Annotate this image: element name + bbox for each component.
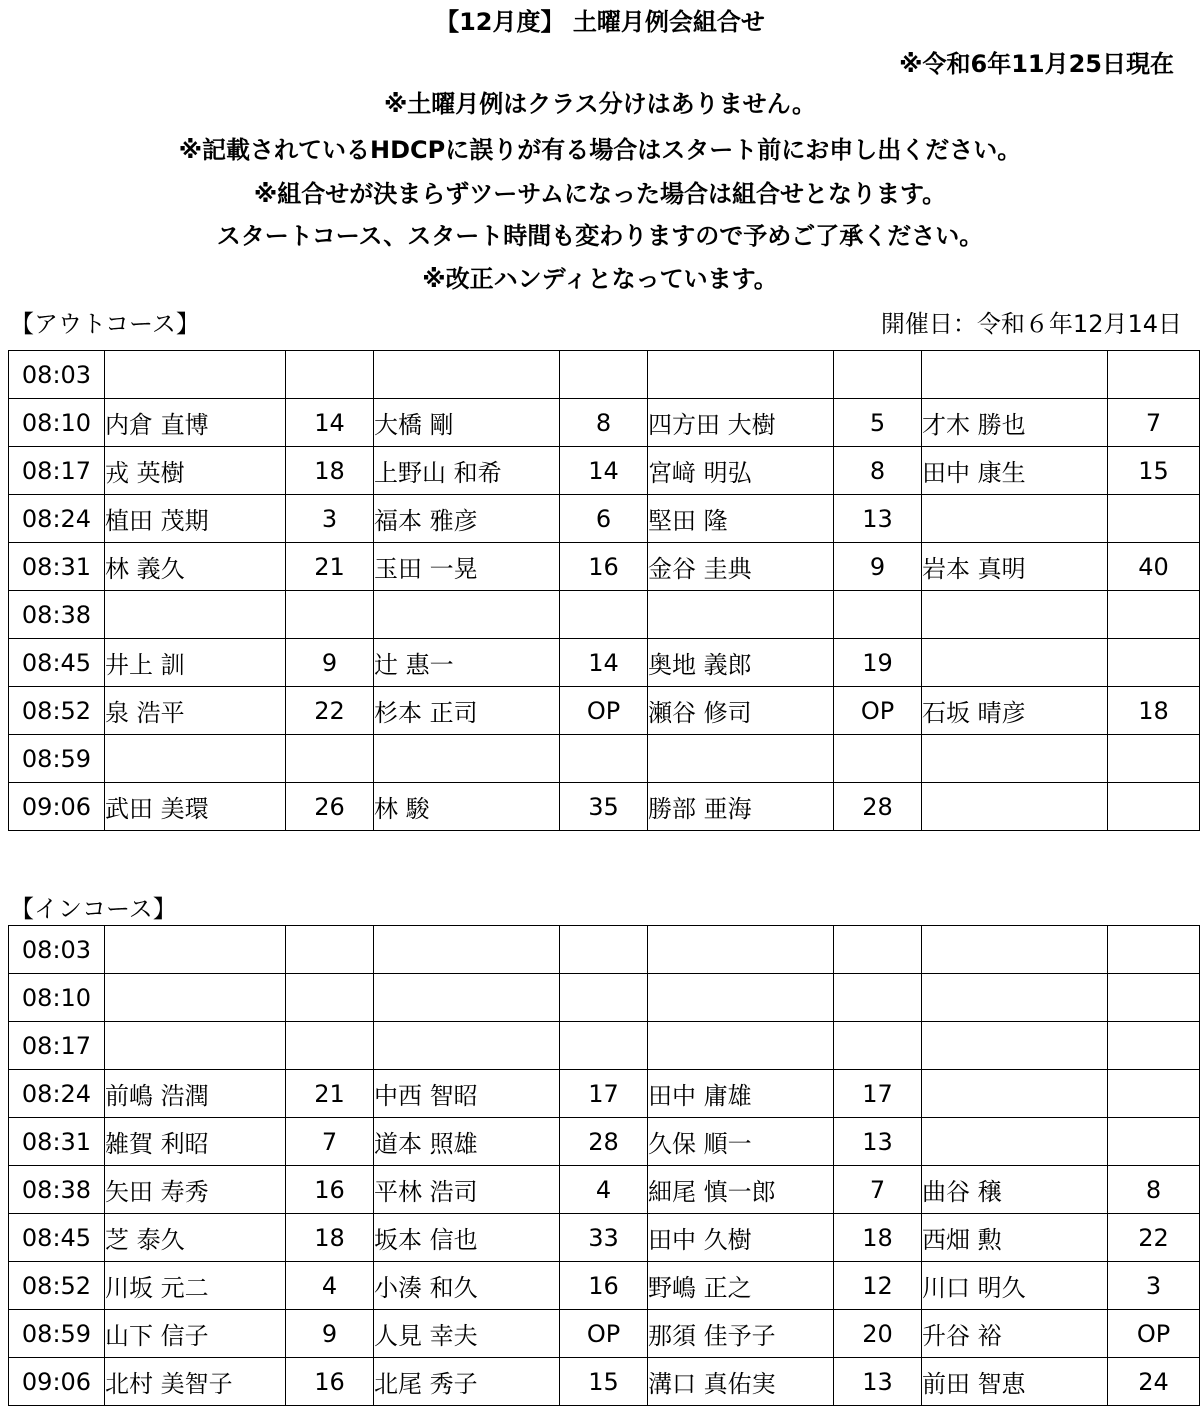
player-hdcp	[1108, 735, 1200, 783]
player-name	[922, 735, 1108, 783]
tee-time-row	[9, 639, 1200, 687]
player-hdcp	[1108, 783, 1200, 831]
player-hdcp	[834, 1022, 922, 1070]
player-hdcp: 13	[834, 1358, 922, 1406]
tee-time: 08:52	[9, 687, 105, 735]
player-hdcp: 18	[286, 447, 374, 495]
player-name	[922, 1118, 1108, 1166]
player-name	[922, 639, 1108, 687]
player-hdcp	[286, 591, 374, 639]
tee-time: 09:06	[9, 783, 105, 831]
tee-time-row	[9, 591, 1200, 639]
player-hdcp: 14	[560, 639, 648, 687]
player-name	[648, 926, 834, 974]
player-name	[374, 1022, 560, 1070]
tee-time: 08:10	[9, 399, 105, 447]
tee-time: 08:24	[9, 1070, 105, 1118]
player-hdcp: 12	[834, 1262, 922, 1310]
player-name: 野嶋 正之	[648, 1262, 834, 1310]
tee-time: 08:17	[9, 447, 105, 495]
player-name	[922, 351, 1108, 399]
player-name	[648, 974, 834, 1022]
player-hdcp: OP	[560, 1310, 648, 1358]
player-name: 升谷 裕	[922, 1310, 1108, 1358]
player-name	[922, 783, 1108, 831]
player-hdcp: 7	[286, 1118, 374, 1166]
player-name	[922, 591, 1108, 639]
tee-time: 08:17	[9, 1022, 105, 1070]
player-name	[105, 974, 286, 1022]
player-hdcp: 13	[834, 1118, 922, 1166]
tee-time-row	[9, 495, 1200, 543]
player-hdcp: 21	[286, 1070, 374, 1118]
player-hdcp	[560, 591, 648, 639]
player-name: 前嶋 浩潤	[105, 1070, 286, 1118]
player-name	[648, 735, 834, 783]
tee-time-row	[9, 1118, 1200, 1166]
note-hdcp: ※記載されているHDCPに誤りが有る場合はスタート前にお申し出ください。	[178, 136, 1022, 164]
player-name	[374, 926, 560, 974]
note-start-change: スタートコース、スタート時間も変わりますので予めご了承ください。	[216, 222, 984, 250]
player-hdcp: 22	[286, 687, 374, 735]
player-hdcp: 15	[1108, 447, 1200, 495]
player-hdcp	[286, 1022, 374, 1070]
player-hdcp: 17	[560, 1070, 648, 1118]
player-name	[105, 1022, 286, 1070]
tee-time: 08:38	[9, 591, 105, 639]
player-hdcp: 4	[286, 1262, 374, 1310]
player-hdcp	[286, 926, 374, 974]
tee-time-row	[9, 1310, 1200, 1358]
player-hdcp: OP	[560, 687, 648, 735]
player-hdcp: 20	[834, 1310, 922, 1358]
player-hdcp: 15	[560, 1358, 648, 1406]
player-name: 福本 雅彦	[374, 495, 560, 543]
tee-time-row	[9, 926, 1200, 974]
player-hdcp: 4	[560, 1166, 648, 1214]
player-name: 曲谷 穣	[922, 1166, 1108, 1214]
player-hdcp: 16	[286, 1358, 374, 1406]
player-hdcp	[560, 926, 648, 974]
note-twosome: ※組合せが決まらずツーサムになった場合は組合せとなります。	[253, 180, 947, 208]
player-name: 林 駿	[374, 783, 560, 831]
player-name	[922, 926, 1108, 974]
player-name: 勝部 亜海	[648, 783, 834, 831]
player-hdcp: 18	[834, 1214, 922, 1262]
player-name: 杉本 正司	[374, 687, 560, 735]
player-name: 矢田 寿秀	[105, 1166, 286, 1214]
tee-time: 08:45	[9, 639, 105, 687]
player-hdcp: OP	[834, 687, 922, 735]
tee-time: 08:38	[9, 1166, 105, 1214]
player-hdcp	[834, 926, 922, 974]
player-hdcp: 16	[560, 1262, 648, 1310]
player-hdcp: 18	[1108, 687, 1200, 735]
player-name: 小湊 和久	[374, 1262, 560, 1310]
player-name: 四方田 大樹	[648, 399, 834, 447]
player-name	[648, 591, 834, 639]
tee-time: 08:59	[9, 1310, 105, 1358]
player-name	[105, 591, 286, 639]
tee-time-row	[9, 1358, 1200, 1406]
player-hdcp	[286, 351, 374, 399]
player-name	[922, 495, 1108, 543]
tee-time: 08:31	[9, 543, 105, 591]
player-name: 西畑 勲	[922, 1214, 1108, 1262]
player-hdcp	[560, 351, 648, 399]
player-hdcp	[834, 974, 922, 1022]
tee-time-row	[9, 974, 1200, 1022]
player-name: 瀬谷 修司	[648, 687, 834, 735]
player-name: 北尾 秀子	[374, 1358, 560, 1406]
tee-time-row	[9, 1166, 1200, 1214]
tee-time: 08:24	[9, 495, 105, 543]
player-hdcp	[834, 735, 922, 783]
player-name	[374, 735, 560, 783]
tee-time-row	[9, 1262, 1200, 1310]
tee-time: 08:45	[9, 1214, 105, 1262]
player-hdcp: 9	[834, 543, 922, 591]
player-hdcp	[560, 974, 648, 1022]
player-name	[922, 974, 1108, 1022]
tee-time-row	[9, 1070, 1200, 1118]
player-hdcp: 28	[834, 783, 922, 831]
player-name: 林 義久	[105, 543, 286, 591]
tee-time: 09:06	[9, 1358, 105, 1406]
in-course-label: 【インコース】	[10, 895, 177, 923]
player-name: 那須 佳予子	[648, 1310, 834, 1358]
player-hdcp: 6	[560, 495, 648, 543]
player-hdcp: 22	[1108, 1214, 1200, 1262]
out-course-label: 【アウトコース】	[10, 310, 200, 338]
tee-time: 08:03	[9, 351, 105, 399]
player-hdcp: 3	[1108, 1262, 1200, 1310]
player-hdcp: 7	[834, 1166, 922, 1214]
player-hdcp: 26	[286, 783, 374, 831]
tee-time-row	[9, 687, 1200, 735]
player-hdcp: 19	[834, 639, 922, 687]
player-name: 泉 浩平	[105, 687, 286, 735]
tee-time-row	[9, 1214, 1200, 1262]
player-name: 武田 美環	[105, 783, 286, 831]
player-hdcp: 28	[560, 1118, 648, 1166]
tee-time-row	[9, 447, 1200, 495]
player-name: 金谷 圭典	[648, 543, 834, 591]
player-name: 玉田 一晃	[374, 543, 560, 591]
player-hdcp: 8	[560, 399, 648, 447]
player-hdcp	[1108, 351, 1200, 399]
player-hdcp: OP	[1108, 1310, 1200, 1358]
player-hdcp	[560, 735, 648, 783]
tee-time: 08:59	[9, 735, 105, 783]
player-name: 道本 照雄	[374, 1118, 560, 1166]
in-course-table	[8, 925, 1200, 1406]
player-name	[922, 1022, 1108, 1070]
player-hdcp: 33	[560, 1214, 648, 1262]
player-hdcp	[1108, 495, 1200, 543]
out-course-table	[8, 350, 1200, 831]
tee-time-row	[9, 543, 1200, 591]
player-name: 才木 勝也	[922, 399, 1108, 447]
player-hdcp	[1108, 1070, 1200, 1118]
player-name: 川坂 元二	[105, 1262, 286, 1310]
player-hdcp: 24	[1108, 1358, 1200, 1406]
player-hdcp: 8	[834, 447, 922, 495]
player-name	[374, 351, 560, 399]
tee-time-row	[9, 735, 1200, 783]
player-hdcp	[1108, 1118, 1200, 1166]
player-name: 上野山 和希	[374, 447, 560, 495]
player-name: 北村 美智子	[105, 1358, 286, 1406]
page-title: 【12月度】 土曜月例会組合せ	[435, 8, 765, 36]
player-name: 中西 智昭	[374, 1070, 560, 1118]
player-hdcp	[1108, 1022, 1200, 1070]
player-name	[105, 735, 286, 783]
player-name: 田中 庸雄	[648, 1070, 834, 1118]
player-name: 細尾 慎一郎	[648, 1166, 834, 1214]
player-name: 芝 泰久	[105, 1214, 286, 1262]
player-name: 植田 茂期	[105, 495, 286, 543]
player-hdcp: 35	[560, 783, 648, 831]
player-name: 溝口 真佑実	[648, 1358, 834, 1406]
player-name: 久保 順一	[648, 1118, 834, 1166]
player-name	[374, 591, 560, 639]
player-hdcp	[1108, 974, 1200, 1022]
player-name: 内倉 直博	[105, 399, 286, 447]
player-hdcp: 21	[286, 543, 374, 591]
as-of-date: ※令和6年11月25日現在	[899, 50, 1174, 78]
player-name: 岩本 真明	[922, 543, 1108, 591]
player-hdcp: 14	[286, 399, 374, 447]
player-name: 田中 康生	[922, 447, 1108, 495]
player-name	[105, 926, 286, 974]
tee-time-row	[9, 783, 1200, 831]
player-hdcp	[286, 974, 374, 1022]
player-hdcp	[1108, 591, 1200, 639]
player-name	[105, 351, 286, 399]
tee-time-row	[9, 351, 1200, 399]
player-hdcp: 9	[286, 1310, 374, 1358]
player-hdcp: 3	[286, 495, 374, 543]
tee-time: 08:03	[9, 926, 105, 974]
player-name	[374, 974, 560, 1022]
player-hdcp	[834, 591, 922, 639]
note-no-class: ※土曜月例はクラス分けはありません。	[383, 90, 817, 118]
player-hdcp	[560, 1022, 648, 1070]
player-name	[648, 1022, 834, 1070]
player-hdcp: 40	[1108, 543, 1200, 591]
player-name: 石坂 晴彦	[922, 687, 1108, 735]
player-name: 川口 明久	[922, 1262, 1108, 1310]
player-name: 井上 訓	[105, 639, 286, 687]
player-name: 奥地 義郎	[648, 639, 834, 687]
held-date: 開催日：令和６年12月14日	[880, 310, 1182, 338]
player-hdcp	[834, 351, 922, 399]
player-hdcp: 16	[560, 543, 648, 591]
player-name	[648, 351, 834, 399]
player-hdcp	[286, 735, 374, 783]
player-hdcp: 16	[286, 1166, 374, 1214]
player-hdcp: 9	[286, 639, 374, 687]
tee-time: 08:10	[9, 974, 105, 1022]
player-name: 山下 信子	[105, 1310, 286, 1358]
tee-time-row	[9, 399, 1200, 447]
player-name: 坂本 信也	[374, 1214, 560, 1262]
player-hdcp: 17	[834, 1070, 922, 1118]
player-name: 大橋 剛	[374, 399, 560, 447]
player-name: 前田 智恵	[922, 1358, 1108, 1406]
player-name: 人見 幸夫	[374, 1310, 560, 1358]
tee-time: 08:31	[9, 1118, 105, 1166]
player-name: 辻 惠一	[374, 639, 560, 687]
player-name	[922, 1070, 1108, 1118]
player-name: 雑賀 利昭	[105, 1118, 286, 1166]
player-hdcp: 7	[1108, 399, 1200, 447]
player-hdcp: 8	[1108, 1166, 1200, 1214]
player-hdcp: 14	[560, 447, 648, 495]
player-name: 宮﨑 明弘	[648, 447, 834, 495]
player-hdcp	[1108, 639, 1200, 687]
player-hdcp	[1108, 926, 1200, 974]
player-name: 堅田 隆	[648, 495, 834, 543]
tee-time: 08:52	[9, 1262, 105, 1310]
player-name: 平林 浩司	[374, 1166, 560, 1214]
player-name: 田中 久樹	[648, 1214, 834, 1262]
note-handicap: ※改正ハンディとなっています。	[422, 265, 778, 293]
player-hdcp: 5	[834, 399, 922, 447]
tee-time-row	[9, 1022, 1200, 1070]
player-name: 戎 英樹	[105, 447, 286, 495]
player-hdcp: 18	[286, 1214, 374, 1262]
player-hdcp: 13	[834, 495, 922, 543]
